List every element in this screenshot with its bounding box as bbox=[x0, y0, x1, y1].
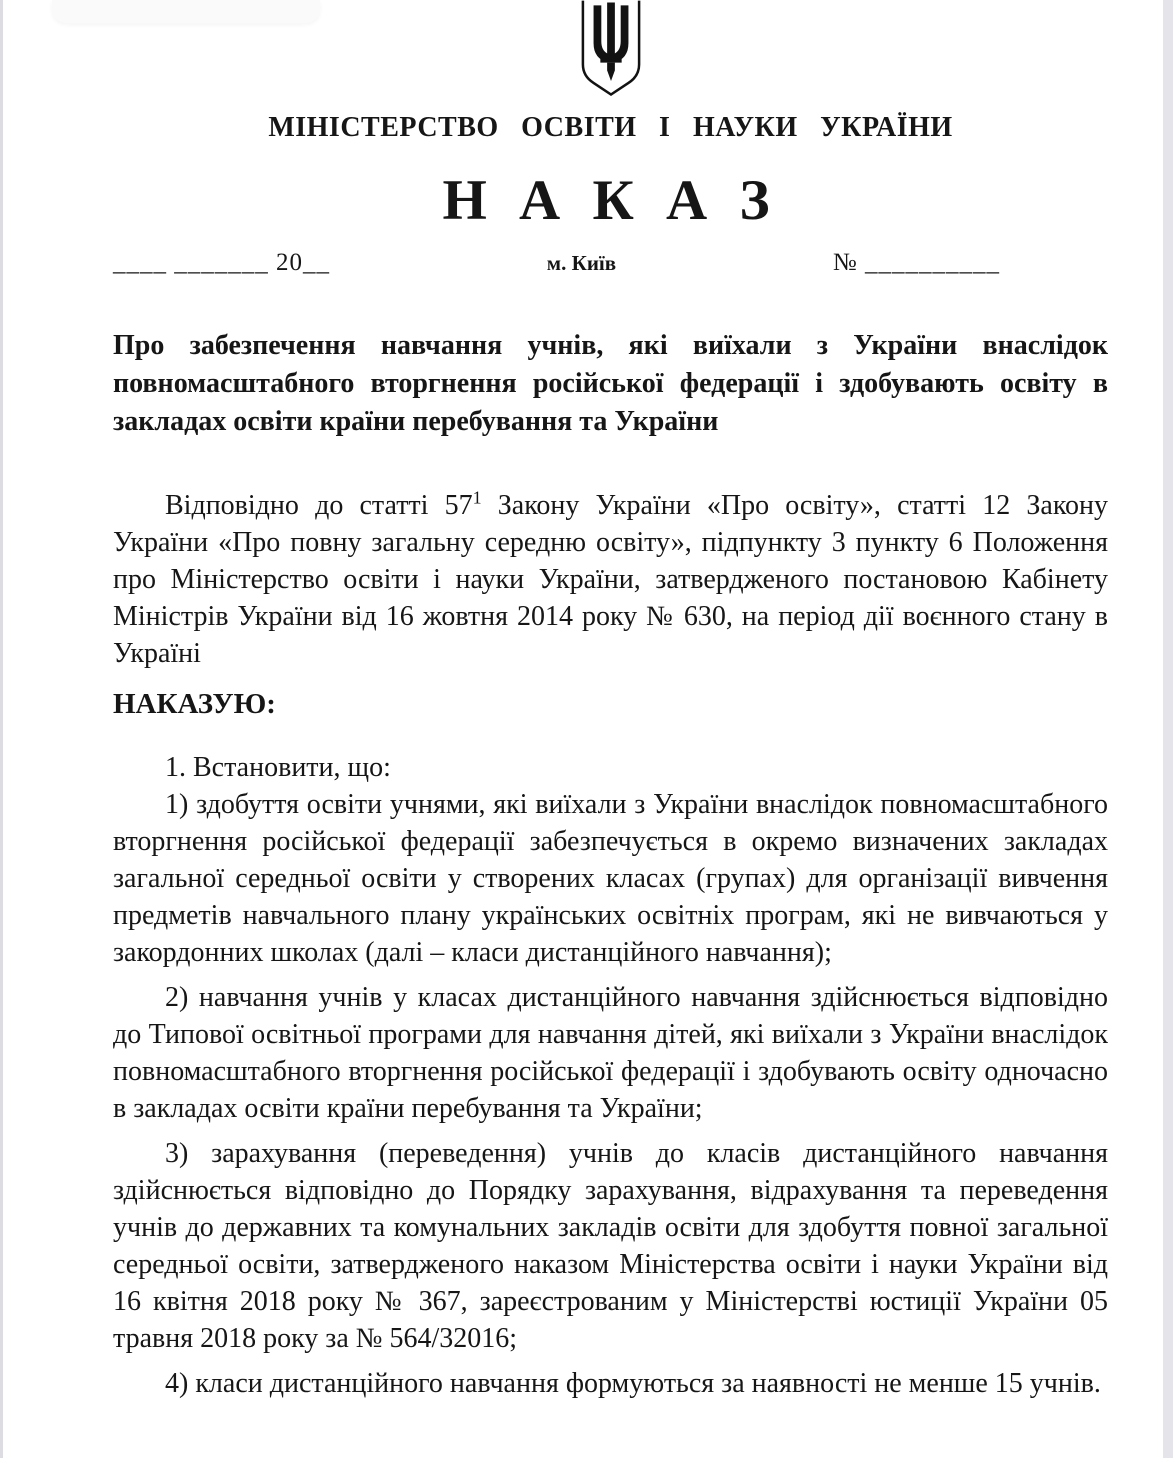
ministry-title: МІНІСТЕРСТВО ОСВІТИ І НАУКИ УКРАЇНИ bbox=[268, 112, 953, 143]
preamble-paragraph bbox=[113, 487, 1108, 672]
document-body bbox=[113, 0, 1108, 1402]
date-blank-field: ____ _______ 20__ bbox=[113, 248, 330, 276]
order-number-blank-field: № __________ bbox=[832, 248, 1000, 276]
preamble-text-after-superscript: Закону України «Про освіту», статті 12 Закону України «Про повну загальну середню освіту», підпункту 3 пункту 6 Положення про Міністерство освіти і науки України, затвердженого постановою Кабінету Міністрів України від 16 жовтня 2014 року № 630, на період дії воєнного стану в Україні bbox=[113, 489, 1108, 669]
paragraph-item-2: 2) навчання учнів у класах дистанційного навчання здійснюється відповідно до Типової освітньої програми для навчання дітей, які виїхали з України внаслідок повномасштабного вторгнення російської федерації і здобувають освіту одночасно в закладах освіти країни перебування та України; bbox=[113, 982, 1108, 1125]
scan-right-edge-strip bbox=[1163, 0, 1173, 1458]
dateline-row bbox=[113, 249, 1108, 277]
order-verb-heading: НАКАЗУЮ: bbox=[113, 687, 276, 720]
paragraph-item-4: 4) класи дистанційного навчання формуються за наявності не менше 15 учнів. bbox=[165, 1368, 1101, 1400]
paragraph-item-3: 3) зарахування (переведення) учнів до класів дистанційного навчання здійснюється відповідно до Порядку зарахування, відрахування та переведення учнів до державних та комунальних закладів освіти для здобуття повної загальної середньої освіти, затвердженого наказом Міністерства освіти і науки України від 16 квітня 2018 року № 367, зареєстрованим у Міністерстві юстиції України 05 травня 2018 року за № 564/32016; bbox=[113, 1138, 1108, 1355]
document-type-title: Н А К А З bbox=[442, 169, 779, 233]
city-label: м. Київ bbox=[546, 250, 617, 275]
subject-paragraph: Про забезпечення навчання учнів, які виїхали з України внаслідок повномасштабного вторгнення російської федерації і здобувають освіту в закладах освіти країни перебування та України bbox=[113, 329, 1108, 437]
paragraph-item-1: 1) здобуття освіти учнями, які виїхали з України внаслідок повномасштабного вторгнення російської федерації забезпечується в окремо визначених закладах загальної середньої освіти у створених класах (групах) для організації вивчення предметів навчального плану українських освітніх програм, які не вивчаються у закордонних школах (далі – класи дистанційного навчання); bbox=[113, 789, 1108, 969]
preamble-text-before-superscript: Відповідно до статті 57 bbox=[165, 489, 473, 521]
scan-left-edge-line bbox=[0, 0, 3, 1458]
paragraph-intro: 1. Встановити, що: bbox=[165, 752, 391, 784]
article-superscript: 1 bbox=[472, 487, 482, 508]
